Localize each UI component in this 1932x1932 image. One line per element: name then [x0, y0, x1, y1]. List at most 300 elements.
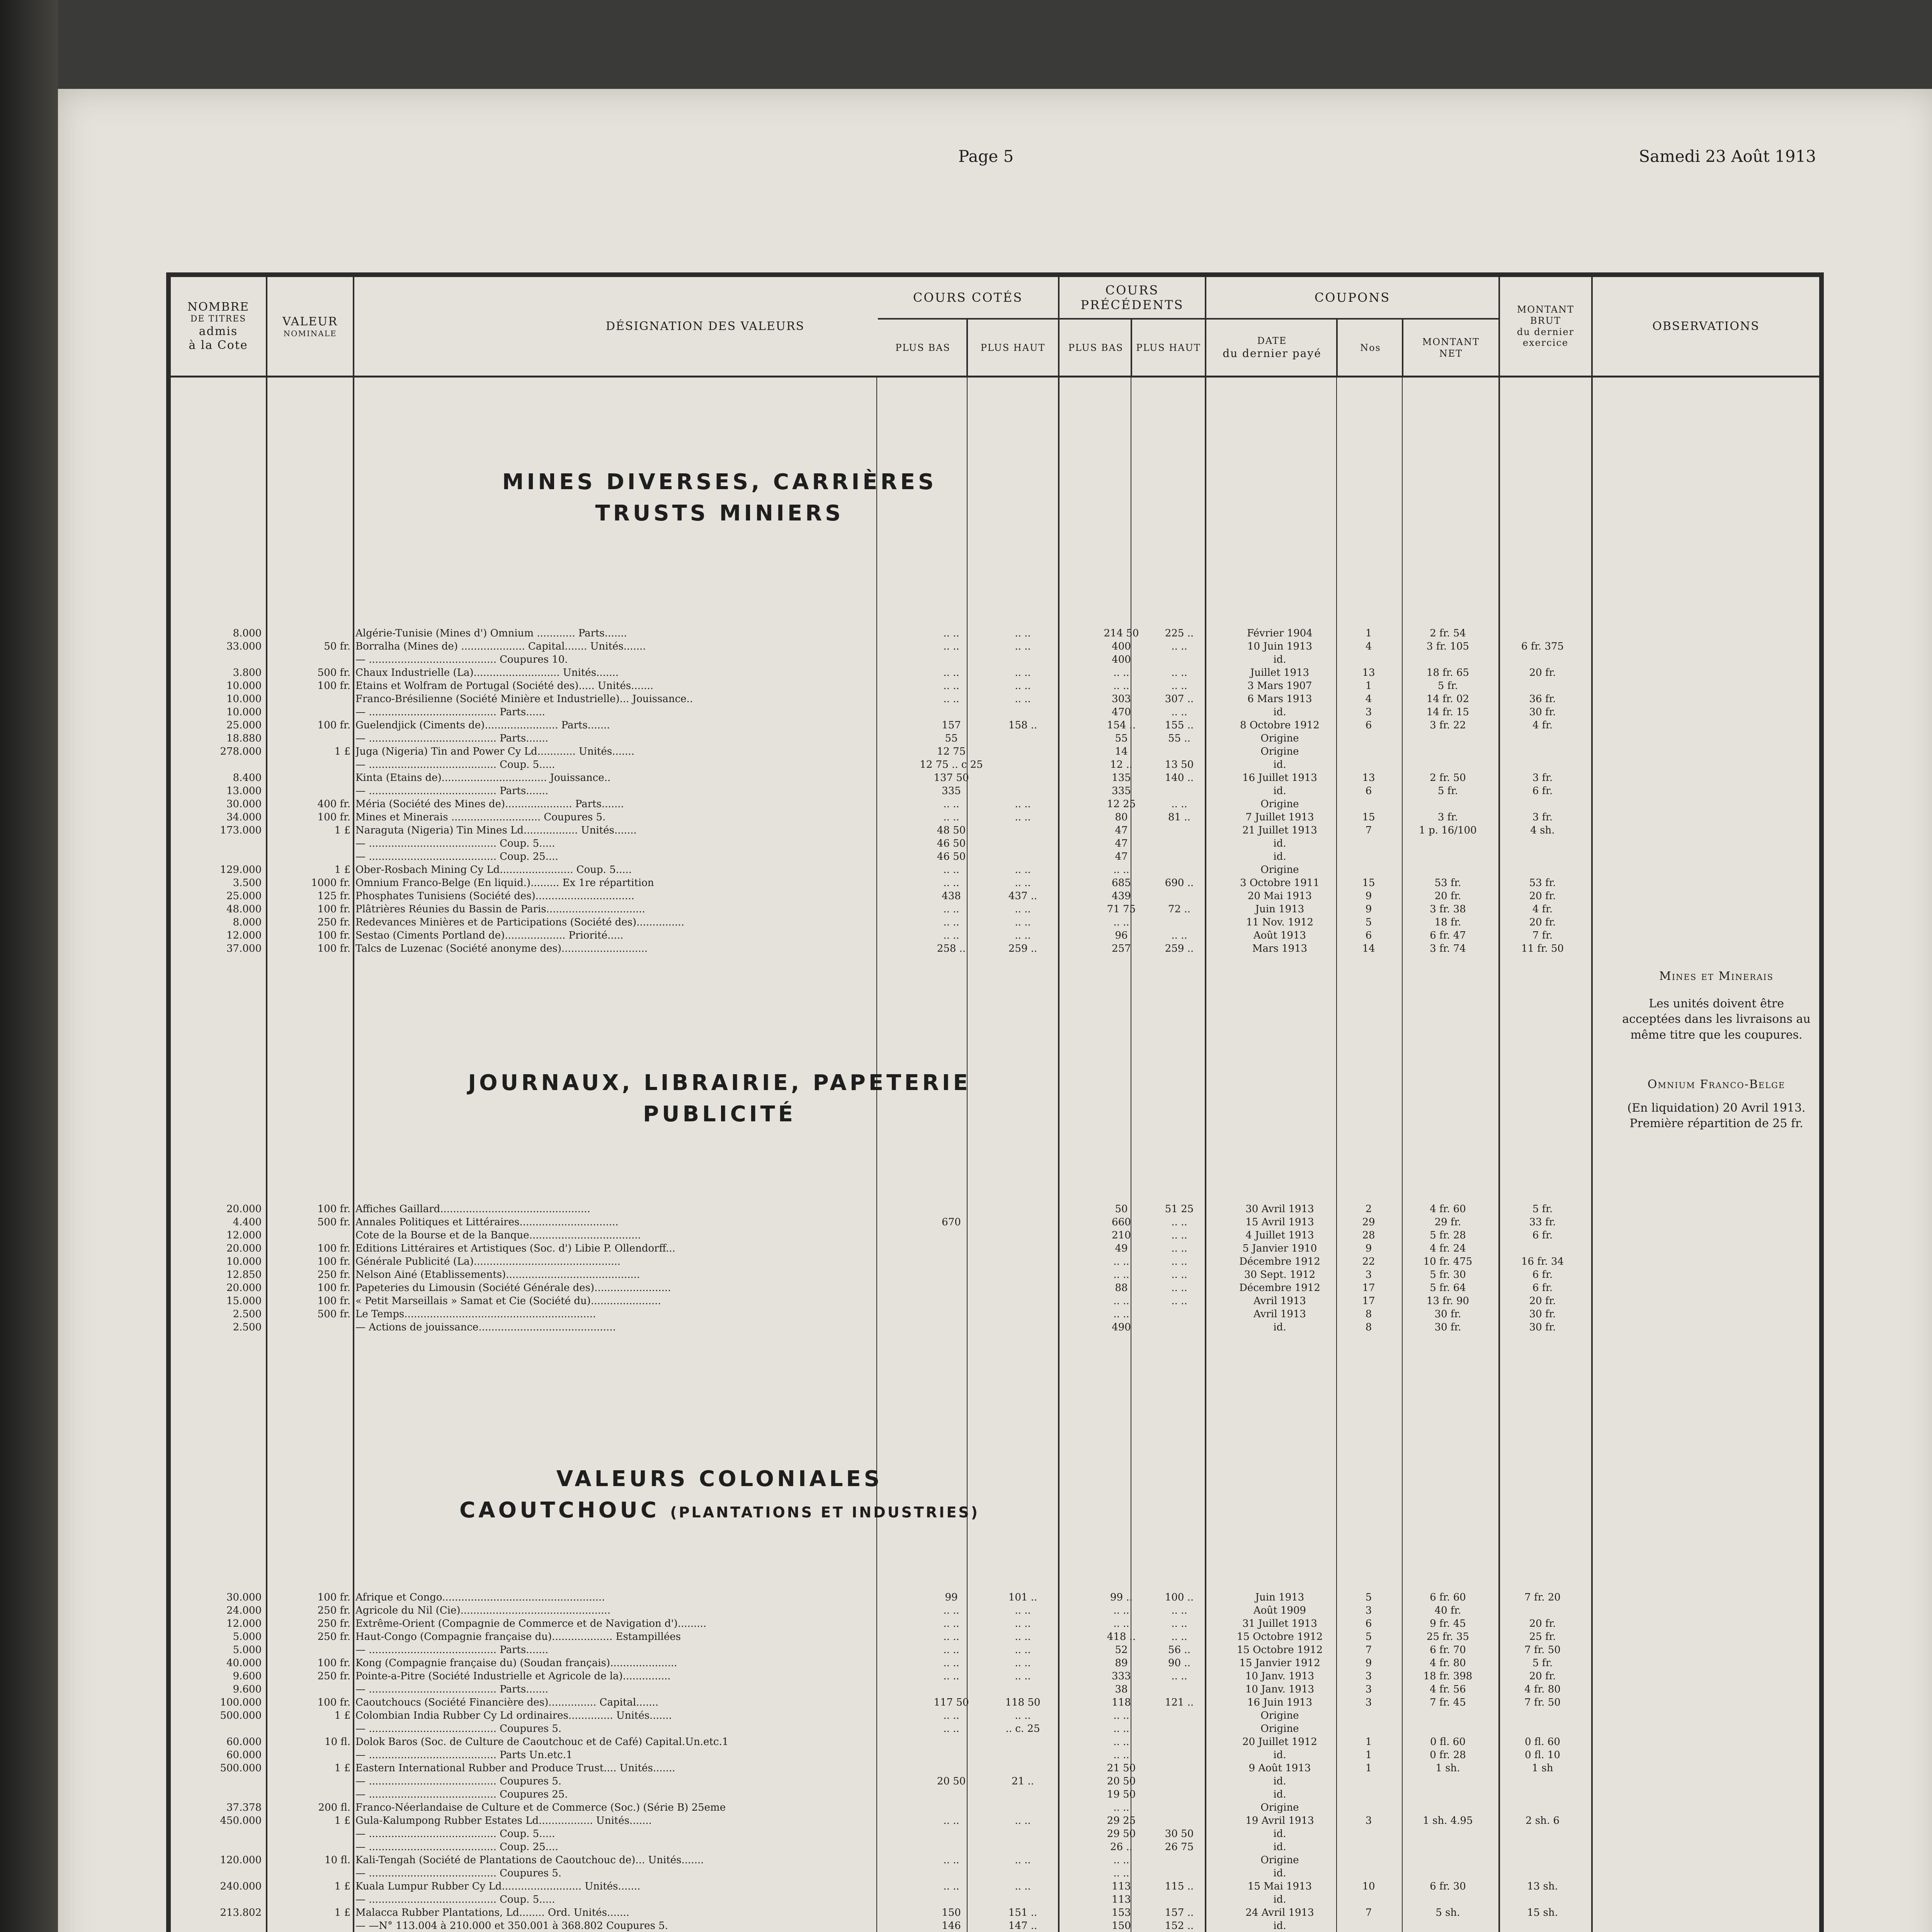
coupon-date-cell: id. [1273, 1789, 1286, 1800]
coupon-net-cell: 1 p. 16/100 [1419, 825, 1477, 836]
coupon-numero-cell: 3 [1365, 1815, 1372, 1827]
cours-bas-cell: 20 50 [937, 1776, 966, 1787]
prec-bas-cell: .. .. [1113, 864, 1129, 876]
montant-brut-cell: 20 fr. [1529, 1618, 1556, 1629]
cours-haut-cell: 101 .. [1008, 1592, 1037, 1603]
header-valeur-line: NOMINALE [283, 328, 337, 338]
titres-cell: 33.000 [226, 641, 262, 652]
header-valeur [267, 277, 354, 376]
titres-cell: 25.000 [226, 719, 262, 731]
cours-bas-cell: .. .. [943, 628, 959, 639]
prec-bas-cell: 335 [1112, 785, 1131, 797]
prec-bas-cell: .. .. [1113, 1802, 1129, 1813]
cours-bas-cell: 46 50 [937, 838, 966, 849]
montant-brut-cell: 6 fr. [1532, 1269, 1553, 1281]
coupon-numero-cell: 3 [1365, 1670, 1372, 1682]
coupon-date-cell: 20 Mai 1913 [1247, 890, 1312, 902]
designation-cell: Kong (Compagnie française du) (Soudan français)..................... [355, 1657, 677, 1669]
section-title [364, 1463, 1075, 1526]
prec-bas-cell: .. .. [1113, 680, 1129, 692]
designation-cell: Extrême-Orient (Compagnie de Commerce et de Navigation d')......... [355, 1618, 707, 1629]
coupon-numero-cell: 6 [1365, 930, 1372, 941]
montant-brut-cell: 20 fr. [1529, 890, 1556, 902]
designation-cell: — ........................................ Coupures 5. [355, 1776, 562, 1787]
coupon-date-cell: Origine [1260, 1723, 1299, 1735]
montant-brut-cell: 4 fr. [1532, 903, 1553, 915]
prec-haut-cell: .. .. [1171, 1631, 1187, 1643]
coupon-date-cell: id. [1273, 838, 1286, 849]
cours-bas-cell: .. .. [943, 1710, 959, 1721]
cours-bas-cell: .. .. [943, 667, 959, 679]
valeur-cell: 125 fr. [317, 890, 350, 902]
prec-haut-cell: .. .. [1171, 680, 1187, 692]
montant-brut-cell: 4 fr. [1532, 719, 1553, 731]
table-row [171, 758, 1821, 771]
section-title-line: MINES DIVERSES, CARRIÈRES [502, 469, 937, 495]
table-row [171, 1656, 1821, 1670]
coupon-date-cell: id. [1273, 1867, 1286, 1879]
table-row [171, 837, 1821, 850]
montant-brut-cell: 2 sh. 6 [1526, 1815, 1560, 1827]
table-row [171, 1801, 1821, 1814]
titres-cell: 40.000 [226, 1657, 262, 1669]
coupon-net-cell: 2 fr. 54 [1430, 628, 1466, 639]
prec-haut-cell: 140 .. [1165, 772, 1194, 784]
prec-bas-cell: .. .. [1113, 1256, 1129, 1267]
coupon-net-cell: 6 fr. 60 [1430, 1592, 1466, 1603]
table-row [171, 876, 1821, 889]
coupon-date-cell: 16 Juin 1913 [1247, 1697, 1312, 1708]
montant-brut-cell: 4 sh. [1530, 825, 1555, 836]
titres-cell: 15.000 [226, 1295, 262, 1307]
prec-bas-cell: 150 [1112, 1920, 1131, 1932]
coupon-date-cell: id. [1273, 851, 1286, 862]
cours-haut-cell: 147 .. [1008, 1920, 1037, 1932]
table-row [171, 811, 1821, 824]
coupon-numero-cell: 6 [1365, 1618, 1372, 1629]
table-row [171, 1255, 1821, 1268]
cours-bas-cell: .. .. [943, 641, 959, 652]
valeur-cell: 100 fr. [317, 680, 350, 692]
header-plus-haut: PLUS HAUT [980, 342, 1046, 353]
valeur-cell: 50 fr. [324, 641, 350, 652]
table-row [171, 732, 1821, 745]
prec-bas-cell: 154 .. [1107, 719, 1136, 731]
prec-bas-cell: 29 25 [1107, 1815, 1136, 1827]
prec-bas-cell: 333 [1112, 1670, 1131, 1682]
table-row [171, 1216, 1821, 1229]
prec-bas-cell: 418 .. [1107, 1631, 1136, 1643]
coupon-date-cell: Origine [1260, 864, 1299, 876]
designation-cell: Nelson Ainé (Etablissements).......................................... [355, 1269, 640, 1281]
prec-bas-cell: 99 .. [1110, 1592, 1133, 1603]
table-row [171, 679, 1821, 692]
coupon-numero-cell: 9 [1365, 890, 1372, 902]
coupon-date-cell: Origine [1260, 1802, 1299, 1813]
coupon-numero-cell: 28 [1362, 1230, 1375, 1241]
page-date: Samedi 23 Août 1913 [1639, 147, 1816, 166]
valeur-cell: 100 fr. [317, 1697, 350, 1708]
cours-haut-cell: .. .. [1015, 1657, 1031, 1669]
table-row [171, 1294, 1821, 1308]
prec-haut-cell: .. .. [1171, 706, 1187, 718]
prec-bas-cell: 400 [1112, 654, 1131, 665]
prec-bas-cell: 19 50 [1107, 1789, 1136, 1800]
coupon-net-cell: 1 sh. [1435, 1762, 1460, 1774]
valeur-cell: 250 fr. [317, 1618, 350, 1629]
header-date-line: du dernier payé [1223, 347, 1321, 360]
table-row [171, 824, 1821, 837]
coupon-date-cell: id. [1273, 706, 1286, 718]
table-row [171, 1814, 1821, 1827]
table-row [171, 653, 1821, 666]
coupon-net-cell: 18 fr. [1434, 917, 1461, 928]
valeur-cell: 100 fr. [317, 930, 350, 941]
cours-haut-cell: .. .. [1015, 1631, 1031, 1643]
coupon-net-cell: 30 fr. [1434, 1321, 1461, 1333]
table-row [171, 1722, 1821, 1735]
cours-bas-cell: .. .. [943, 903, 959, 915]
titres-cell: 48.000 [226, 903, 262, 915]
cours-haut-cell: .. .. [1015, 1881, 1031, 1892]
prec-haut-cell: 225 .. [1165, 628, 1194, 639]
designation-cell: — ........................................ Coup. 5..... [355, 759, 555, 770]
valeur-cell: 100 fr. [317, 1256, 350, 1267]
valeur-cell: 1 £ [334, 746, 350, 757]
coupon-net-cell: 0 fl. 60 [1430, 1736, 1466, 1748]
prec-bas-cell: .. .. [1113, 1269, 1129, 1281]
prec-bas-cell: 153 [1112, 1907, 1131, 1918]
valeur-cell: 100 fr. [317, 903, 350, 915]
designation-cell: Guelendjick (Ciments de)....................... Parts....... [355, 719, 610, 731]
valeur-cell: 500 fr. [317, 1308, 350, 1320]
header-nombre [171, 277, 267, 376]
titres-cell: 129.000 [220, 864, 262, 876]
cours-bas-cell: .. .. [943, 1815, 959, 1827]
coupon-numero-cell: 15 [1362, 877, 1375, 889]
prec-bas-cell: .. .. [1113, 1736, 1129, 1748]
designation-cell: Juga (Nigeria) Tin and Power Cy Ld............ Unités....... [355, 746, 634, 757]
coupon-date-cell: id. [1273, 759, 1286, 770]
cours-haut-cell: .. .. [1015, 1618, 1031, 1629]
coupon-net-cell: 25 fr. 35 [1426, 1631, 1469, 1643]
table-row [171, 1880, 1821, 1893]
section-title-line: PUBLICITÉ [643, 1102, 796, 1127]
designation-cell: Haut-Congo (Compagnie française du)................... Estampillées [355, 1631, 681, 1643]
designation-cell: Kinta (Etains de)................................. Jouissance.. [355, 772, 611, 784]
prec-bas-cell: .. .. [1113, 1867, 1129, 1879]
coupon-date-cell: 16 Juillet 1913 [1242, 772, 1317, 784]
section-title-line [364, 1495, 1075, 1526]
prec-bas-cell: .. .. [1113, 917, 1129, 928]
header-nombre-line: à la Cote [189, 338, 248, 352]
designation-cell: Talcs de Luzenac (Société anonyme des)........................... [355, 943, 648, 954]
coupon-numero-cell: 7 [1365, 825, 1372, 836]
designation-cell: — ........................................ Coup. 5..... [355, 1828, 555, 1840]
table-row [171, 1709, 1821, 1722]
coupon-net-cell: 7 fr. 45 [1430, 1697, 1466, 1708]
designation-cell: Annales Politiques et Littéraires............................... [355, 1216, 619, 1228]
cours-haut-cell: .. .. [1015, 1854, 1031, 1866]
montant-brut-cell: 7 fr. 50 [1524, 1697, 1561, 1708]
prec-haut-cell: 152 .. [1165, 1920, 1194, 1932]
cours-haut-cell: 158 .. [1008, 719, 1037, 731]
coupon-date-cell: id. [1273, 1841, 1286, 1853]
cours-haut-cell: 259 .. [1008, 943, 1037, 954]
montant-brut-cell: 7 fr. [1532, 930, 1553, 941]
valeur-cell: 100 fr. [317, 811, 350, 823]
designation-cell: Affiches Gaillard............................................... [355, 1203, 590, 1215]
titres-cell: 213.802 [220, 1907, 262, 1918]
cours-haut-cell: .. .. [1015, 1644, 1031, 1656]
designation-cell: — ........................................ Parts....... [355, 1644, 549, 1656]
header-plus-bas: PLUS BAS [895, 342, 951, 353]
header-designation-text: DÉSIGNATION DES VALEURS [605, 319, 805, 333]
table-row [171, 1893, 1821, 1906]
cours-haut-cell: .. .. [1015, 811, 1031, 823]
designation-cell: Dolok Baros (Soc. de Culture de Caoutchouc et de Café) Capital.Un.etc.1 [355, 1736, 729, 1748]
designation-cell: Afrique et Congo................................................... [355, 1592, 605, 1603]
designation-cell: Malacca Rubber Plantations, Ld........ Ord. Unités....... [355, 1907, 629, 1918]
prec-haut-cell: 30 50 [1165, 1828, 1194, 1840]
prec-haut-cell: .. .. [1171, 1269, 1187, 1281]
montant-brut-cell: 3 fr. [1532, 772, 1553, 784]
page-header [116, 147, 1816, 178]
coupon-date-cell: Origine [1260, 798, 1299, 810]
coupon-date-cell: 10 Janv. 1913 [1245, 1670, 1315, 1682]
designation-cell: Sestao (Ciments Portland de)................... Priorité..... [355, 930, 624, 941]
coupon-numero-cell: 17 [1362, 1282, 1375, 1294]
coupon-numero-cell: 8 [1365, 1308, 1372, 1320]
montant-brut-cell: 0 fl. 10 [1525, 1749, 1560, 1761]
coupon-date-cell: 8 Octobre 1912 [1240, 719, 1320, 731]
cours-haut-cell: .. .. [1015, 1605, 1031, 1616]
cours-bas-cell: 46 50 [937, 851, 966, 862]
cours-haut-cell: 151 .. [1008, 1907, 1037, 1918]
table-row [171, 929, 1821, 942]
cours-haut-cell: .. c. 25 [1005, 1723, 1040, 1735]
coupon-numero-cell: 9 [1365, 1657, 1372, 1669]
prec-haut-cell: 157 .. [1165, 1907, 1194, 1918]
montant-brut-cell: 33 fr. [1529, 1216, 1556, 1228]
table-row [171, 706, 1821, 719]
cours-bas-cell: 438 [942, 890, 961, 902]
designation-cell: Agricole du Nil (Cie)............................................... [355, 1605, 611, 1616]
coupon-numero-cell: 7 [1365, 1644, 1372, 1656]
valeur-cell: 1 £ [334, 1710, 350, 1721]
table-row [171, 1591, 1821, 1604]
cours-bas-cell: 137 50 [934, 772, 969, 784]
titres-cell: 34.000 [226, 811, 262, 823]
header-net-line: MONTANT [1422, 336, 1480, 347]
cours-bas-cell: 99 [945, 1592, 958, 1603]
prec-bas-cell: 135 [1112, 772, 1131, 784]
prec-haut-cell: 56 .. [1168, 1644, 1190, 1656]
prec-bas-cell: 47 [1115, 851, 1128, 862]
montant-brut-cell: 3 fr. [1532, 811, 1553, 823]
coupon-net-cell: 4 fr. 60 [1430, 1203, 1466, 1215]
prec-bas-cell: 21 50 [1107, 1762, 1136, 1774]
coupon-date-cell: 15 Mai 1913 [1247, 1881, 1312, 1892]
table-row [171, 771, 1821, 784]
prec-haut-cell: .. .. [1171, 1618, 1187, 1629]
section-title [364, 466, 1075, 529]
coupon-numero-cell: 4 [1365, 693, 1372, 705]
designation-cell: Kuala Lumpur Rubber Cy Ld......................... Unités....... [355, 1881, 641, 1892]
header-cours-prec-line: PRÉCÉDENTS [1080, 298, 1184, 312]
designation-cell: Borralha (Mines de) .................... Capital....... Unités....... [355, 641, 646, 652]
cours-haut-cell: .. .. [1015, 1815, 1031, 1827]
coupon-numero-cell: 6 [1365, 785, 1372, 797]
prec-bas-cell: .. .. [1113, 1308, 1129, 1320]
titres-cell: 10.000 [226, 1256, 262, 1267]
cours-bas-cell: 55 [945, 733, 958, 744]
table-row [171, 1827, 1821, 1840]
coupon-date-cell: id. [1273, 1828, 1286, 1840]
prec-bas-cell: 257 [1112, 943, 1131, 954]
header-observations [1593, 277, 1819, 376]
coupon-date-cell: Avril 1913 [1253, 1295, 1306, 1307]
titres-cell: 173.000 [220, 825, 262, 836]
table-row [171, 850, 1821, 863]
titres-cell: 10.000 [226, 680, 262, 692]
table-row [171, 903, 1821, 916]
cours-haut-cell: .. .. [1015, 1710, 1031, 1721]
header-date-line: DATE [1257, 335, 1287, 346]
scan-margin [0, 0, 58, 1932]
montant-brut-cell: 15 sh. [1527, 1907, 1558, 1918]
titres-cell: 20.000 [226, 1203, 262, 1215]
valeur-cell: 100 fr. [317, 1295, 350, 1307]
designation-cell: — ........................................ Parts Un.etc.1 [355, 1749, 573, 1761]
table-row [171, 916, 1821, 929]
designation-cell: — ........................................ Parts...... [355, 706, 545, 718]
designation-cell: — ........................................ Coup. 5..... [355, 838, 555, 849]
titres-cell: 120.000 [220, 1854, 262, 1866]
valeur-cell: 100 fr. [317, 943, 350, 954]
titres-cell: 278.000 [220, 746, 262, 757]
obs-title: Mines et Minerais [1659, 969, 1774, 983]
coupon-date-cell: id. [1273, 785, 1286, 797]
titres-cell: 30.000 [226, 798, 262, 810]
coupon-numero-cell: 3 [1365, 1684, 1372, 1695]
cours-bas-cell: .. .. [943, 1723, 959, 1735]
coupon-net-cell: 3 fr. 74 [1430, 943, 1466, 954]
prec-bas-cell: 49 [1115, 1243, 1128, 1254]
coupon-net-cell: 1 sh. 4.95 [1423, 1815, 1473, 1827]
coupon-net-cell: 6 fr. 30 [1430, 1881, 1466, 1892]
prec-bas-cell: 96 [1115, 930, 1128, 941]
coupon-date-cell: Origine [1260, 1710, 1299, 1721]
titres-cell: 8.400 [233, 772, 262, 784]
coupon-numero-cell: 9 [1365, 1243, 1372, 1254]
montant-brut-cell: 7 fr. 20 [1524, 1592, 1561, 1603]
titres-cell: 20.000 [226, 1243, 262, 1254]
coupon-numero-cell: 10 [1362, 1881, 1375, 1892]
cours-haut-cell: .. .. [1015, 1670, 1031, 1682]
coupon-numero-cell: 1 [1365, 1762, 1372, 1774]
coupon-net-cell: 5 sh. [1435, 1907, 1460, 1918]
prec-bas-cell: .. .. [1113, 1723, 1129, 1735]
prec-bas-cell: 113 [1112, 1894, 1131, 1905]
montant-brut-cell: 0 fl. 60 [1525, 1736, 1560, 1748]
cours-haut-cell: .. .. [1015, 930, 1031, 941]
coupon-net-cell: 4 fr. 56 [1430, 1684, 1466, 1695]
cours-bas-cell: .. .. [943, 693, 959, 705]
table-row [171, 1762, 1821, 1775]
designation-cell: — ........................................ Parts....... [355, 785, 549, 797]
coupon-net-cell: 2 fr. 50 [1430, 772, 1466, 784]
montant-brut-cell: 5 fr. [1532, 1657, 1553, 1669]
montant-brut-cell: 20 fr. [1529, 917, 1556, 928]
coupon-net-cell: 3 fr. [1437, 811, 1458, 823]
coupon-date-cell: Février 1904 [1247, 628, 1313, 639]
coupon-numero-cell: 17 [1362, 1295, 1375, 1307]
table-row [171, 1268, 1821, 1281]
designation-cell: Editions Littéraires et Artistiques (Soc. d') Libie P. Ollendorff... [355, 1243, 675, 1254]
titres-cell: 5.000 [233, 1644, 262, 1656]
header-nombre-line: DE TITRES [190, 314, 247, 324]
valeur-cell: 250 fr. [317, 917, 350, 928]
prec-bas-cell: 47 [1115, 838, 1128, 849]
coupon-numero-cell: 3 [1365, 706, 1372, 718]
coupon-numero-cell: 22 [1362, 1256, 1375, 1267]
coupon-numero-cell: 6 [1365, 719, 1372, 731]
prec-haut-cell: 307 .. [1165, 693, 1194, 705]
obs-text: Les unités doivent être acceptées dans les livraisons au même titre que les coupures. [1622, 997, 1811, 1042]
prec-haut-cell: .. .. [1171, 1605, 1187, 1616]
coupon-net-cell: 14 fr. 02 [1426, 693, 1469, 705]
cours-bas-cell: .. .. [943, 1631, 959, 1643]
table-row [171, 1788, 1821, 1801]
montant-brut-cell: 25 fr. [1529, 1631, 1556, 1643]
cours-bas-cell: 117 50 [934, 1697, 969, 1708]
prec-bas-cell: 118 [1112, 1697, 1131, 1708]
cours-bas-cell: .. .. [943, 917, 959, 928]
titres-cell: 9.600 [233, 1684, 262, 1695]
titres-cell: 2.500 [233, 1321, 262, 1333]
titres-cell: 4.400 [233, 1216, 262, 1228]
section-title-line: VALEURS COLONIALES [556, 1466, 883, 1492]
prec-bas-cell: .. .. [1113, 1854, 1129, 1866]
prec-haut-cell: .. .. [1171, 1256, 1187, 1267]
coupon-net-cell: 3 fr. 22 [1430, 719, 1466, 731]
coupon-net-cell: 13 fr. 90 [1426, 1295, 1469, 1307]
coupon-date-cell: id. [1273, 1749, 1286, 1761]
cours-bas-cell: .. .. [943, 1657, 959, 1669]
prec-bas-cell: 303 [1112, 693, 1131, 705]
cours-bas-cell: .. .. [943, 811, 959, 823]
coupon-date-cell: 6 Mars 1913 [1247, 693, 1312, 705]
prec-bas-cell: 88 [1115, 1282, 1128, 1294]
valeur-cell: 10 fl. [325, 1854, 350, 1866]
cours-haut-cell: 118 50 [1005, 1697, 1041, 1708]
table-row [171, 889, 1821, 903]
prec-bas-cell: 470 [1112, 706, 1131, 718]
designation-cell: Caoutchoucs (Société Financière des)............... Capital....... [355, 1697, 658, 1708]
valeur-cell: 1 £ [334, 825, 350, 836]
page-number: Page 5 [958, 147, 1014, 166]
coupon-date-cell: 3 Mars 1907 [1247, 680, 1312, 692]
cours-bas-cell: .. .. [943, 930, 959, 941]
coupon-net-cell: 14 fr. 15 [1426, 706, 1469, 718]
designation-cell: — Actions de jouissance........................................... [355, 1321, 616, 1333]
table-row [171, 666, 1821, 679]
prec-haut-cell: .. .. [1171, 1670, 1187, 1682]
designation-cell: Gula-Kalumpong Rubber Estates Ld................. Unités....... [355, 1815, 652, 1827]
coupon-date-cell: 5 Janvier 1910 [1242, 1243, 1317, 1254]
coupon-numero-cell: 14 [1362, 943, 1375, 954]
